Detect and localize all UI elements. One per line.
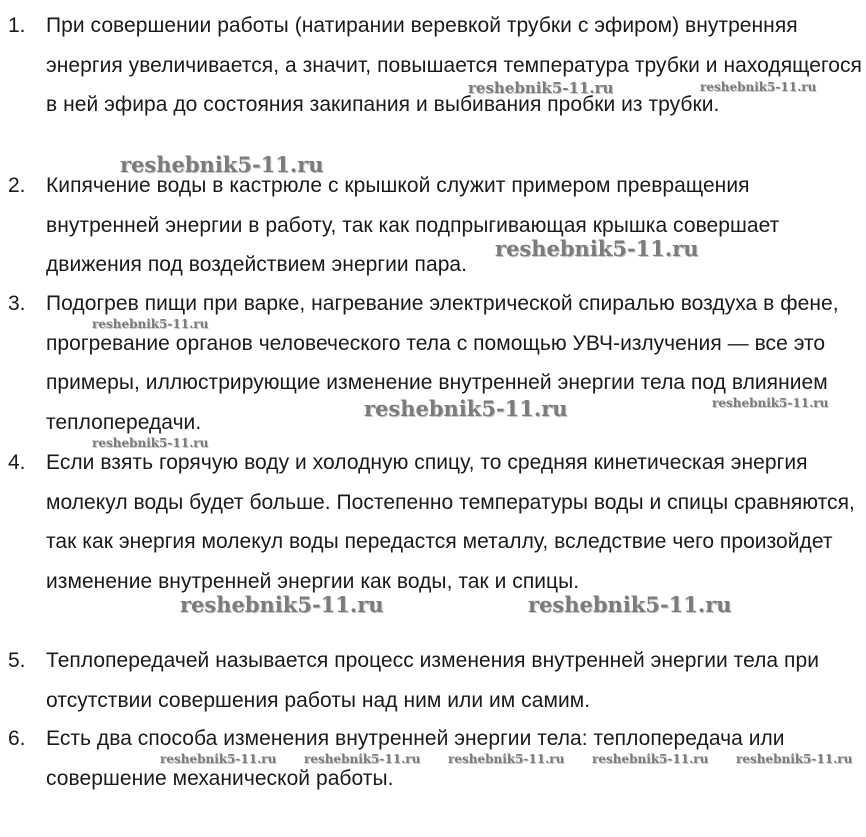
watermark: reshebnik5-11.ru: [120, 152, 324, 177]
item-text: Есть два способа изменения внутренней энергии тела: теплопередача или совершение механической работы.: [46, 727, 785, 790]
item-number: 6.: [8, 727, 26, 750]
item-number: 2.: [8, 174, 26, 197]
item-number: 5.: [8, 649, 26, 672]
item-number: 4.: [8, 451, 26, 474]
watermark: reshebnik5-11.ru: [304, 752, 421, 766]
item-text: При совершении работы (натирании веревкой трубки с эфиром) внутренняя энергия увеличивается, а значит, повышается температура трубки и находящегося в ней эфира до состояния закипания и выбивания пробки из трубки.: [46, 14, 862, 116]
watermark: reshebnik5-11.ru: [528, 592, 732, 617]
watermark: reshebnik5-11.ru: [364, 396, 568, 421]
watermark: reshebnik5-11.ru: [180, 592, 384, 617]
watermark: reshebnik5-11.ru: [592, 752, 709, 766]
item-number: 1.: [8, 14, 26, 37]
item-number: 3.: [8, 292, 26, 315]
watermark: reshebnik5-11.ru: [92, 317, 209, 331]
item-text: Кипячение воды в кастрюле с крышкой служит примером превращения внутренней энергии в работу, так как подпрыгивающая крышка совершает движения под воздействием энергии пара.: [46, 174, 780, 276]
item-text: Если взять горячую воду и холодную спицу, то средняя кинетическая энергия молекул воды будет больше. Постепенно температуры воды и спицы сравняются, так как энергия молекул воды передастся металлу, вследствие чего произойдет изменение внутренней энергии как воды, так и спицы.: [46, 451, 855, 593]
item-text: Подогрев пищи при варке, нагревание электрической спиралью воздуха в фене, прогревание органов человеческого тела с помощью УВЧ-излучения — все это примеры, иллюстрирующие изменение внутренней энергии тела под влиянием теплопередачи.: [46, 292, 839, 434]
watermark: reshebnik5-11.ru: [448, 752, 565, 766]
watermark: reshebnik5-11.ru: [700, 80, 817, 94]
item-text: Теплопередачей называется процесс изменения внутренней энергии тела при отсутствии совершения работы над ним или им самим.: [46, 649, 819, 712]
watermark: reshebnik5-11.ru: [468, 79, 614, 97]
watermark: reshebnik5-11.ru: [712, 396, 829, 410]
watermark: reshebnik5-11.ru: [736, 752, 853, 766]
watermark: reshebnik5-11.ru: [92, 436, 209, 450]
watermark: reshebnik5-11.ru: [495, 236, 699, 261]
watermark: reshebnik5-11.ru: [160, 752, 277, 766]
